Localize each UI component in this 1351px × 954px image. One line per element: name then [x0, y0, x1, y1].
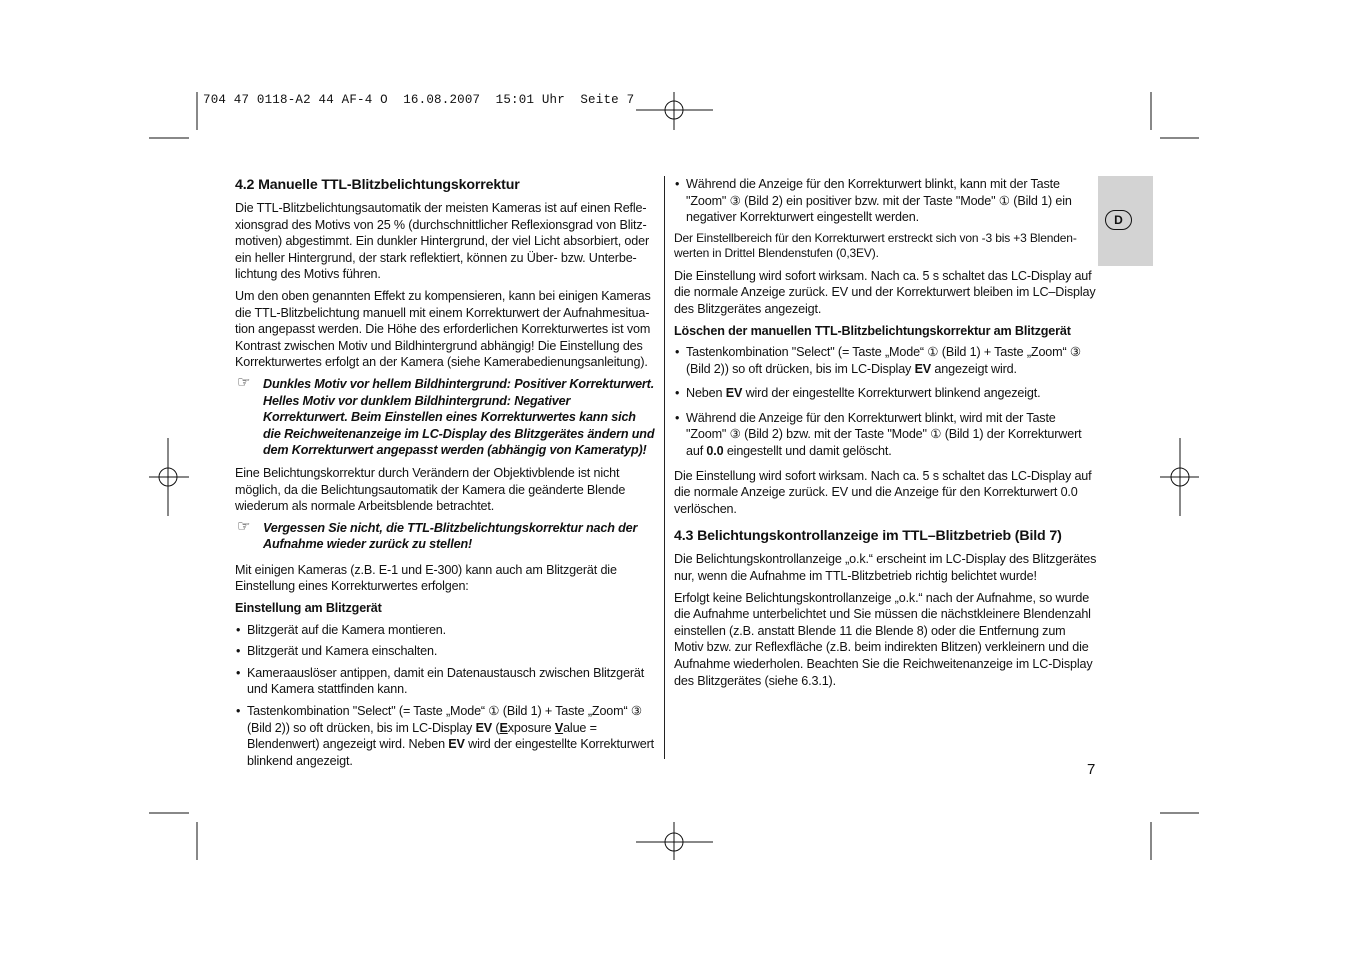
list-item — [674, 410, 1098, 460]
text-span: E — [499, 720, 508, 735]
column-divider — [664, 176, 665, 759]
ev-label: EV — [725, 386, 743, 401]
ev-label: EV — [475, 720, 493, 735]
pointing-hand-icon: ☞ — [237, 517, 251, 535]
section-title-4-3: 4.3 Belichtungskontrollanzeige im TTL–Blitzbetrieb (Bild 7) — [674, 528, 1062, 545]
paragraph: Die Einstellung wird sofort wirksam. Nach ca. 5 s schaltet das LC-Display auf die normale Anzeige zurück. EV und die Anzeige für den Korrekturwert 0.0 verlöschen. — [674, 468, 1092, 516]
text-span: wird der eingestellte Korrekturwert blinkend angezeigt. — [742, 386, 1041, 401]
paragraph: Eine Belichtungskorrektur durch Verändern der Objektivblende ist nicht möglich, da die Belichtungsautomatik der Kamera die geänderte Blende wiederum als normale Arbeitsblende betrachtet. — [235, 465, 626, 514]
list-item: • Während die Anzeige für den Korrekturwert blinkt, kann mit der Taste "Zoom" ③ (Bild 2) ein positiver bzw. mit der Taste "Mode" ① (Bild 1) ein negativer Korrekturwert eingestellt werden. — [674, 176, 1098, 226]
text-span: xposure — [507, 720, 555, 735]
paragraph: Mit einigen Kameras (z.B. E-1 und E-300) kann auch am Blitzgerät die Einstellung eines Korrekturwertes erfolgen: — [235, 562, 617, 594]
page-number: 7 — [1087, 761, 1096, 778]
list-item — [674, 385, 1098, 402]
note-text: Dunkles Motiv vor hellem Bildhintergrund: Positiver Korrekturwert. Helles Motiv vor dunklem Bildhintergrund: Negativer Korrekturwert. Beim Einstellen eines Korrekturwertes kann sich die Reichweitenanzeige im LC-Display des Blitzgerätes ändern und dem Korrekturwert angepasst werden (abhängig von Kameratyp)! — [263, 376, 655, 458]
text-span: alue = Blendenwert) angezeigt wird. Neben — [247, 720, 597, 752]
section-title-4-2: 4.2 Manuelle TTL-Blitzbelichtungskorrektur — [235, 177, 520, 193]
right-column — [674, 176, 1098, 694]
paragraph: Die Einstellung wird sofort wirksam. Nach ca. 5 s schaltet das LC-Display auf die normale Anzeige zurück. EV und der Korrekturwert bleiben im LC–Display des Blitzgerätes angezeigt. — [674, 268, 1096, 316]
list-item — [674, 344, 1098, 377]
value-label: 0.0 — [706, 444, 724, 459]
text-span: wird der eingestellte Korrekturwert blinkend angezeigt. — [247, 737, 654, 768]
subheading: Einstellung am Blitzgerät — [235, 601, 382, 616]
paragraph: Der Einstellbereich für den Korrekturwert erstreckt sich von -3 bis +3 Blendenwerten in Drittel Blendenstufen (0,3EV). — [674, 230, 1077, 261]
language-tab — [1098, 176, 1153, 266]
list-item — [235, 703, 655, 769]
registration-mark-bottom — [636, 822, 713, 860]
left-column — [235, 176, 655, 774]
registration-mark-top — [636, 92, 713, 130]
note-block — [235, 517, 655, 553]
list-item: • Blitzgerät auf die Kamera montieren. — [235, 622, 655, 639]
text-span: Tastenkombination "Select" (= Taste „Mode“ ① (Bild 1) + Taste „Zoom“ ③ (Bild 2)) so oft drücken, bis im LC-Display — [686, 345, 1082, 376]
list-item: • Kameraauslöser antippen, damit ein Datenaustausch zwischen Blitzgerät und Kamera stattfinden kann. — [235, 665, 655, 698]
ev-label: EV — [914, 361, 932, 376]
paragraph: Die Belichtungskontrollanzeige „o.k.“ erscheint im LC-Display des Blitzgerätes nur, wenn die Aufnahme im TTL-Blitzbetrieb richtig belichtet wurde! — [674, 552, 1097, 583]
paragraph: Die TTL-Blitzbelichtungsautomatik der meisten Kameras ist auf einen Reflexionsgrad des Motivs von 25 % (durchschnittlicher Reflexionsgrad von Blitzmotiven) abgestimmt. Ein dunkler Hintergrund, der viel Licht absorbiert, oder ein heller Hintergrund, der stark reflektiert, können zu Über- bzw. Unterbelichtung des Motivs führen. — [235, 201, 650, 282]
ev-label: EV — [448, 737, 465, 752]
text-span: V — [554, 720, 564, 735]
text-span: ( — [492, 720, 500, 735]
language-badge: D — [1105, 210, 1132, 230]
note-block — [235, 373, 655, 459]
text-span: Tastenkombination "Select" (= Taste „Mode“ ① (Bild 1) + Taste „Zoom“ ③ (Bild 2)) so oft drücken, bis im LC-Display — [247, 703, 643, 735]
subheading: Löschen der manuellen TTL-Blitzbelichtungskorrektur am Blitzgerät — [674, 323, 1071, 338]
text-span: Während die Anzeige für den Korrekturwert blinkt, wird mit der Taste "Zoom" ③ (Bild 2) bzw. mit der Taste "Mode" ① (Bild 1) der Korrekturwert auf — [686, 410, 1082, 459]
pointing-hand-icon: ☞ — [237, 373, 251, 391]
text-span: eingestellt und damit gelöscht. — [723, 444, 892, 459]
list-item: • Blitzgerät und Kamera einschalten. — [235, 643, 655, 660]
registration-mark-left — [149, 438, 189, 516]
paragraph: Erfolgt keine Belichtungskontrollanzeige „o.k.“ nach der Aufnahme, so wurde die Aufnahme unterbelichtet und Sie müssen die nächstkleinere Blendenzahl einstellen (z.B. anstatt Blende 11 die Blende 8) oder die Entfernung zum Motiv bzw. zur Reflexfläche (z.B. beim indirekten Blitzen) verkleinern und die Aufnahme wiederholen. Beachten Sie die Reichweitenanzeige im LC-Display des Blitzgerätes (siehe 6.3.1). — [674, 590, 1093, 688]
text-span: Neben — [686, 386, 726, 401]
registration-mark-right — [1160, 438, 1199, 516]
note-text: Vergessen Sie nicht, die TTL-Blitzbelichtungskorrektur nach der Aufnahme wieder zurück zu stellen! — [263, 520, 638, 552]
text-span: angezeigt wird. — [931, 361, 1017, 376]
paragraph: Um den oben genannten Effekt zu kompensieren, kann bei einigen Kameras die TTL-Blitzbelichtung manuell mit einem Korrekturwert der Aufnahmesituation angepasst werden. Die Höhe des erforderlichen Korrekturwertes ist vom Kontrast zwischen Motiv und Bildhintergrund abhängig! Die Einstellung des Korrekturwertes erfolgt an der Kamera (siehe Kamerabedienungsanleitung). — [235, 288, 651, 370]
print-slug: 704 47 0118-A2 44 AF-4 O 16.08.2007 15:01 Uhr Seite 7 — [203, 93, 635, 107]
